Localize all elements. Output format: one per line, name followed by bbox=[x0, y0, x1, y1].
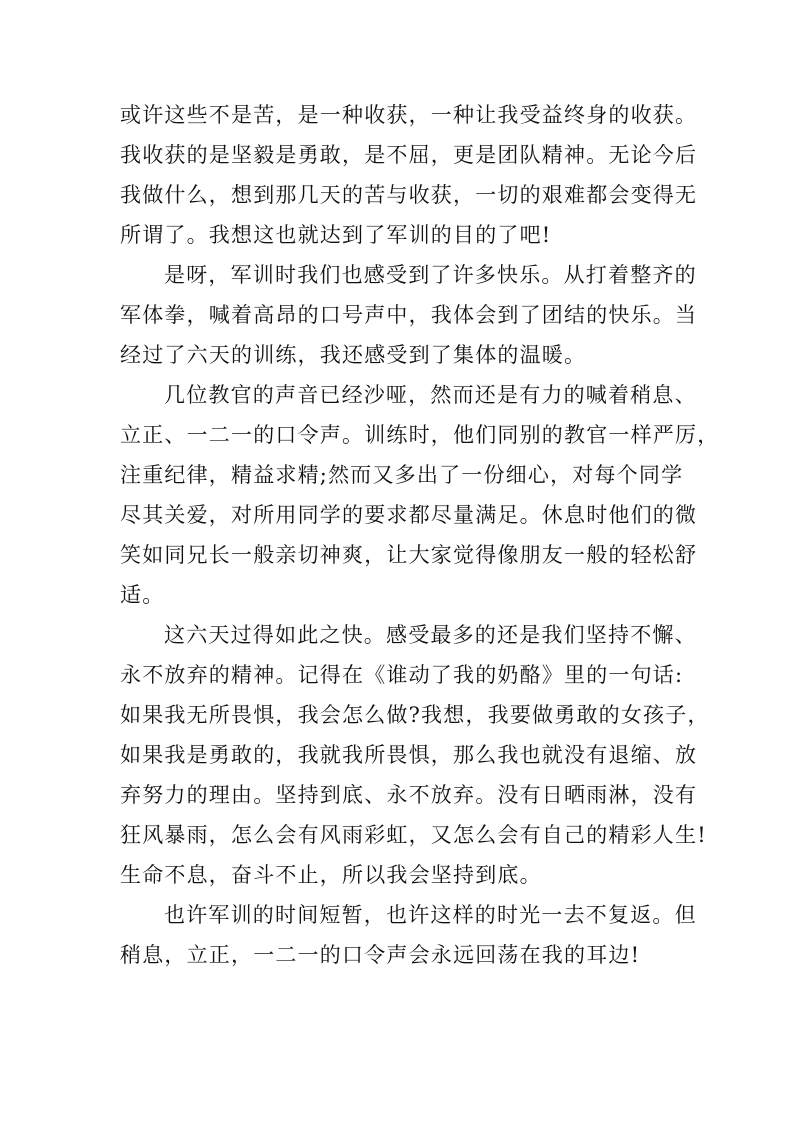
text-line: 如果我是勇敢的，我就我所畏惧，那么我也就没有退缩、放 bbox=[120, 743, 698, 767]
paragraph-start-line: 也许军训的时间短暂，也许这样的时光一去不复返。但 bbox=[164, 903, 697, 927]
text-line: 适。 bbox=[120, 583, 165, 607]
text-line: 经过了六天的训练，我还感受到了集体的温暖。 bbox=[120, 343, 587, 367]
text-line: 立正、一二一的口令声。训练时，他们同别的教官一样严厉， bbox=[120, 423, 720, 447]
text-line: 如果我无所畏惧，我会怎么做?我想，我要做勇敢的女孩子， bbox=[120, 703, 710, 727]
text-line: 稍息，立正，一二一的口令声会永远回荡在我的耳边! bbox=[120, 943, 641, 967]
text-line: 注重纪律，精益求精;然而又多出了一份细心，对每个同学 bbox=[120, 463, 684, 487]
text-line: 弃努力的理由。坚持到底、永不放弃。没有日晒雨淋，没有 bbox=[120, 783, 698, 807]
paragraph-start-line: 几位教官的声音已经沙哑，然而还是有力的喊着稍息、 bbox=[164, 383, 697, 407]
text-line: 所谓了。我想这也就达到了军训的目的了吧! bbox=[120, 223, 552, 247]
paragraph-start-line: 是呀，军训时我们也感受到了许多快乐。从打着整齐的 bbox=[164, 263, 697, 287]
text-line: 尽其关爱，对所用同学的要求都尽量满足。休息时他们的微 bbox=[120, 503, 698, 527]
text-line: 军体拳，喊着高昂的口号声中，我体会到了团结的快乐。当 bbox=[120, 303, 698, 327]
text-line: 笑如同兄长一般亲切神爽，让大家觉得像朋友一般的轻松舒 bbox=[120, 543, 698, 567]
document-body bbox=[120, 95, 720, 975]
text-line: 我做什么，想到那几天的苦与收获，一切的艰难都会变得无 bbox=[120, 183, 698, 207]
text-line: 或许这些不是苦，是一种收获，一种让我受益终身的收获。 bbox=[120, 103, 698, 127]
text-line: 生命不息，奋斗不止，所以我会坚持到底。 bbox=[120, 863, 542, 887]
text-line: 永不放弃的精神。记得在《谁动了我的奶酪》里的一句话: bbox=[120, 663, 684, 687]
text-line: 狂风暴雨，怎么会有风雨彩虹，又怎么会有自己的精彩人生! bbox=[120, 823, 707, 847]
text-line: 我收获的是坚毅是勇敢，是不屈，更是团队精神。无论今后 bbox=[120, 143, 698, 167]
paragraph-start-line: 这六天过得如此之快。感受最多的还是我们坚持不懈、 bbox=[164, 623, 697, 647]
